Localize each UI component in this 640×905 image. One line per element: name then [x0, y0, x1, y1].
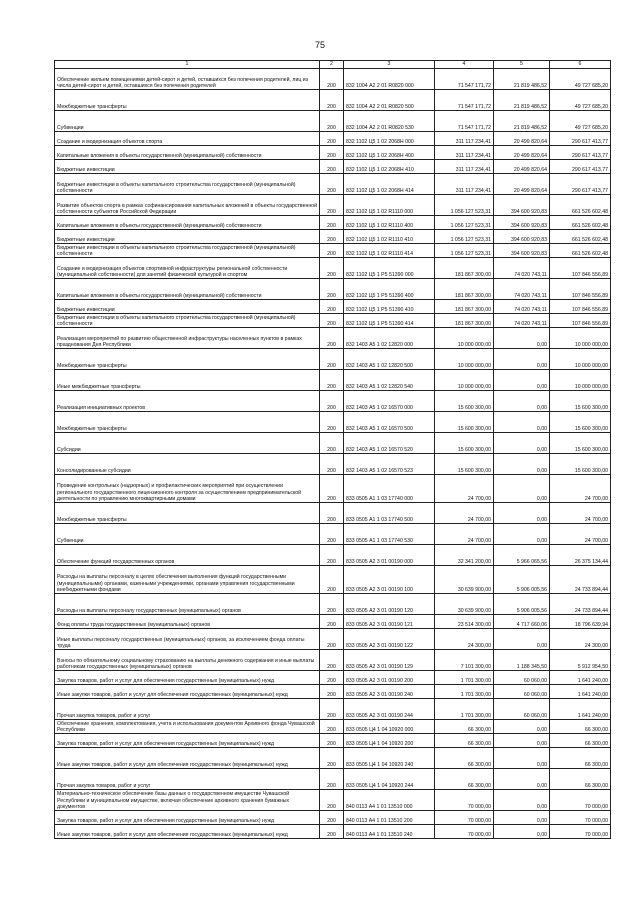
row-col4-cell: 7 101 300,00: [435, 650, 494, 671]
row-col5-cell: 0,00: [494, 328, 550, 349]
row-col5-cell: 0,00: [494, 349, 550, 370]
row-code-cell: 833 0505 А1 1 03 17740 500: [344, 503, 435, 524]
row-col4-cell: 24 700,00: [435, 524, 494, 545]
row-name-cell: Создание и модернизация объектов спорта: [55, 132, 320, 146]
row-col2-cell: 200: [320, 503, 344, 524]
row-col4-cell: 24 700,00: [435, 475, 494, 503]
row-col6-cell: 107 846 556,89: [550, 300, 611, 314]
row-col5-cell: 5 906 005,56: [494, 594, 550, 615]
row-name-cell: Проведение контрольных (надзорных) и профилактических мероприятий при осуществлении регионального государственного лицензионного контроля за осуществлением предпринимательской деятельности по управлению многоквартирными домами: [55, 475, 320, 503]
table-row: [55, 720, 611, 734]
row-col4-cell: 10 000 000,00: [435, 349, 494, 370]
row-name-cell: Обеспечение функций государственных органов: [55, 545, 320, 566]
table-row: [55, 790, 611, 811]
row-col2-cell: 200: [320, 790, 344, 811]
table-row: [55, 300, 611, 314]
row-name-cell: Обеспечение хранения, комплектования, учета и использования документов Архивного фонда Чувашской Республики: [55, 720, 320, 734]
table-row: [55, 90, 611, 111]
row-col5-cell: 20 499 820,64: [494, 174, 550, 195]
row-code-cell: 833 0505 А2 3 01 00190 000: [344, 545, 435, 566]
row-col6-cell: 661 526 602,48: [550, 216, 611, 230]
row-name-cell: Субвенции: [55, 111, 320, 132]
row-code-cell: 832 1403 А5 1 02 16570 520: [344, 433, 435, 454]
row-col5-cell: 74 020 743,11: [494, 314, 550, 328]
table-row: [55, 629, 611, 650]
column-header: 6: [550, 61, 611, 69]
row-col5-cell: 0,00: [494, 720, 550, 734]
row-col5-cell: 21 819 486,52: [494, 69, 550, 90]
row-col4-cell: 70 000,00: [435, 790, 494, 811]
row-col6-cell: 5 912 954,50: [550, 650, 611, 671]
row-col5-cell: 0,00: [494, 524, 550, 545]
row-name-cell: Межбюджетные трансферты: [55, 503, 320, 524]
row-col6-cell: 107 846 556,89: [550, 279, 611, 300]
row-col6-cell: 26 375 134,44: [550, 545, 611, 566]
row-code-cell: 833 0505 Ц4 1 04 10920 000: [344, 720, 435, 734]
row-col4-cell: 71 547 171,72: [435, 90, 494, 111]
table-row: [55, 244, 611, 258]
row-code-cell: 832 1102 Ц5 1 02 R1110 414: [344, 244, 435, 258]
row-code-cell: 833 0505 А2 3 01 00190 200: [344, 671, 435, 685]
row-col2-cell: 200: [320, 314, 344, 328]
table-row: [55, 391, 611, 412]
column-header: 5: [494, 61, 550, 69]
row-name-cell: Иные закупки товаров, работ и услуг для обеспечения государственных (муниципальных) нужд: [55, 748, 320, 769]
row-name-cell: Субвенции: [55, 524, 320, 545]
table-row: [55, 650, 611, 671]
row-col2-cell: 200: [320, 230, 344, 244]
column-header: 3: [344, 61, 435, 69]
row-col6-cell: 70 000,00: [550, 811, 611, 825]
table-header-row: [55, 61, 611, 69]
row-col6-cell: 107 846 556,89: [550, 314, 611, 328]
row-col4-cell: 1 701 300,00: [435, 685, 494, 699]
row-name-cell: Бюджетные инвестиции в объекты капитального строительства государственной (муниципальной) собственности: [55, 314, 320, 328]
table-row: [55, 748, 611, 769]
row-code-cell: 832 1403 А5 1 02 12820 500: [344, 349, 435, 370]
row-col5-cell: 21 819 486,52: [494, 90, 550, 111]
row-code-cell: 832 1004 А2 2 01 R0820 500: [344, 90, 435, 111]
row-col6-cell: 290 617 413,77: [550, 146, 611, 160]
row-col2-cell: 200: [320, 349, 344, 370]
row-col5-cell: 0,00: [494, 790, 550, 811]
row-code-cell: 832 1102 Ц5 1 Р5 51390 400: [344, 279, 435, 300]
row-name-cell: Прочая закупка товаров, работ и услуг: [55, 699, 320, 720]
row-code-cell: 832 1102 Ц5 1 Р5 51390 410: [344, 300, 435, 314]
row-code-cell: 833 0505 А2 3 01 00190 240: [344, 685, 435, 699]
table-row: [55, 132, 611, 146]
row-col4-cell: 30 639 900,00: [435, 594, 494, 615]
row-col4-cell: 1 056 127 523,31: [435, 216, 494, 230]
row-col6-cell: 15 600 300,00: [550, 391, 611, 412]
row-code-cell: 833 0505 А1 1 03 17740 000: [344, 475, 435, 503]
row-col4-cell: 181 867 300,00: [435, 300, 494, 314]
row-col6-cell: 15 600 300,00: [550, 412, 611, 433]
row-col2-cell: 200: [320, 685, 344, 699]
row-col2-cell: 200: [320, 811, 344, 825]
row-code-cell: 832 1403 А5 1 02 16570 523: [344, 454, 435, 475]
row-code-cell: 833 0505 А2 3 01 00190 100: [344, 566, 435, 594]
row-col2-cell: 200: [320, 244, 344, 258]
row-code-cell: 832 1102 Ц5 1 02 R1110 400: [344, 216, 435, 230]
table-row: [55, 503, 611, 524]
row-col4-cell: 30 639 900,00: [435, 566, 494, 594]
row-col2-cell: 200: [320, 412, 344, 433]
row-col6-cell: 1 641 240,00: [550, 699, 611, 720]
row-col4-cell: 1 701 300,00: [435, 671, 494, 685]
row-col6-cell: 70 000,00: [550, 790, 611, 811]
row-code-cell: 833 0505 Ц4 1 04 10920 244: [344, 769, 435, 790]
row-code-cell: 832 1102 Ц5 1 02 2068Н 400: [344, 146, 435, 160]
table-row: [55, 328, 611, 349]
row-col2-cell: 200: [320, 545, 344, 566]
row-col2-cell: 200: [320, 433, 344, 454]
table-row: [55, 174, 611, 195]
row-col6-cell: 1 641 240,00: [550, 671, 611, 685]
budget-table: [54, 60, 611, 839]
column-header: 4: [435, 61, 494, 69]
table-row: [55, 230, 611, 244]
page-number: 75: [314, 40, 325, 50]
row-col6-cell: 70 000,00: [550, 825, 611, 839]
row-code-cell: 833 0505 Ц4 1 04 10920 200: [344, 734, 435, 748]
row-code-cell: 840 0113 А4 1 01 13510 200: [344, 811, 435, 825]
row-col2-cell: 200: [320, 825, 344, 839]
row-col2-cell: 200: [320, 650, 344, 671]
row-col6-cell: 66 300,00: [550, 720, 611, 734]
row-col6-cell: 290 617 413,77: [550, 132, 611, 146]
row-col6-cell: 24 300,00: [550, 629, 611, 650]
table-row: [55, 524, 611, 545]
row-col4-cell: 1 701 300,00: [435, 699, 494, 720]
row-col5-cell: 0,00: [494, 475, 550, 503]
row-col4-cell: 15 600 300,00: [435, 454, 494, 475]
row-col4-cell: 15 600 300,00: [435, 412, 494, 433]
row-name-cell: Создание и модернизация объектов спортивной инфраструктуры региональной собственности (муниципальной собственности) для занятий физической культурой и спортом: [55, 258, 320, 279]
row-col6-cell: 18 796 639,94: [550, 615, 611, 629]
row-col5-cell: 5 906 005,56: [494, 566, 550, 594]
row-col2-cell: 200: [320, 174, 344, 195]
row-col2-cell: 200: [320, 160, 344, 174]
row-col2-cell: 200: [320, 258, 344, 279]
row-col2-cell: 200: [320, 594, 344, 615]
row-col4-cell: 71 547 171,72: [435, 69, 494, 90]
row-col6-cell: 661 526 602,48: [550, 230, 611, 244]
row-col6-cell: 66 300,00: [550, 748, 611, 769]
row-col2-cell: 200: [320, 748, 344, 769]
row-code-cell: 832 1102 Ц5 1 02 R1110 000: [344, 195, 435, 216]
row-name-cell: Капитальные вложения в объекты государственной (муниципальной) собственности: [55, 216, 320, 230]
row-col4-cell: 311 117 234,41: [435, 160, 494, 174]
row-code-cell: 840 0113 А4 1 01 13510 000: [344, 790, 435, 811]
row-col5-cell: 20 499 820,64: [494, 160, 550, 174]
row-col6-cell: 66 300,00: [550, 769, 611, 790]
row-name-cell: Бюджетные инвестиции в объекты капитального строительства государственной (муниципальной) собственности: [55, 174, 320, 195]
table-row: [55, 216, 611, 230]
table-row: [55, 160, 611, 174]
row-col4-cell: 1 056 127 523,31: [435, 230, 494, 244]
row-name-cell: Бюджетные инвестиции: [55, 160, 320, 174]
row-col2-cell: 200: [320, 90, 344, 111]
row-name-cell: Капитальные вложения в объекты государственной (муниципальной) собственности: [55, 279, 320, 300]
row-col6-cell: 290 617 413,77: [550, 174, 611, 195]
row-col4-cell: 181 867 300,00: [435, 279, 494, 300]
table-row: [55, 825, 611, 839]
row-col5-cell: 5 966 065,56: [494, 545, 550, 566]
table-row: [55, 566, 611, 594]
row-name-cell: Закупка товаров, работ и услуг для обеспечения государственных (муниципальных) нужд: [55, 671, 320, 685]
row-col6-cell: 107 846 556,89: [550, 258, 611, 279]
row-col4-cell: 70 000,00: [435, 811, 494, 825]
row-code-cell: 832 1102 Ц5 1 02 2068Н 000: [344, 132, 435, 146]
row-code-cell: 833 0505 А2 3 01 00190 122: [344, 629, 435, 650]
row-code-cell: 840 0113 А4 1 01 13510 240: [344, 825, 435, 839]
row-col2-cell: 200: [320, 671, 344, 685]
row-col6-cell: 66 300,00: [550, 734, 611, 748]
row-col6-cell: 49 727 685,20: [550, 111, 611, 132]
row-col4-cell: 311 117 234,41: [435, 146, 494, 160]
table-row: [55, 545, 611, 566]
row-col6-cell: 49 727 685,20: [550, 90, 611, 111]
row-col4-cell: 24 300,00: [435, 629, 494, 650]
row-col6-cell: 10 000 000,00: [550, 349, 611, 370]
row-name-cell: Иные выплаты персоналу государственных (муниципальных) органов, за исключением фонда оплаты труда: [55, 629, 320, 650]
row-col4-cell: 24 700,00: [435, 503, 494, 524]
table-row: [55, 349, 611, 370]
row-name-cell: Капитальные вложения в объекты государственной (муниципальной) собственности: [55, 146, 320, 160]
table-row: [55, 433, 611, 454]
row-code-cell: 832 1403 А5 1 02 16570 000: [344, 391, 435, 412]
row-col6-cell: 24 700,00: [550, 524, 611, 545]
row-col4-cell: 1 056 127 523,31: [435, 195, 494, 216]
table-row: [55, 412, 611, 433]
table-row: [55, 811, 611, 825]
row-code-cell: 832 1102 Ц5 1 Р5 51390 000: [344, 258, 435, 279]
row-col2-cell: 200: [320, 769, 344, 790]
row-col5-cell: 394 600 920,83: [494, 230, 550, 244]
row-col5-cell: 4 717 660,06: [494, 615, 550, 629]
row-name-cell: Межбюджетные трансферты: [55, 349, 320, 370]
table-row: [55, 769, 611, 790]
row-name-cell: Материально-техническое обеспечение базы данных о государственном имуществе Чувашской Республики и муниципальном имуществе, включая обеспечение архивного хранения бумажных документов: [55, 790, 320, 811]
table-row: [55, 594, 611, 615]
row-code-cell: 833 0505 А2 3 01 00190 244: [344, 699, 435, 720]
row-col6-cell: 15 600 300,00: [550, 454, 611, 475]
row-name-cell: Реализация мероприятий по развитию общественной инфраструктуры населенных пунктов в рамках празднования Дня Республики: [55, 328, 320, 349]
row-col5-cell: 21 819 486,52: [494, 111, 550, 132]
row-col4-cell: 15 600 300,00: [435, 391, 494, 412]
row-col6-cell: 10 000 000,00: [550, 328, 611, 349]
row-col4-cell: 181 867 300,00: [435, 258, 494, 279]
row-col4-cell: 66 300,00: [435, 734, 494, 748]
row-col2-cell: 200: [320, 328, 344, 349]
row-name-cell: Бюджетные инвестиции в объекты капитального строительства государственной (муниципальной) собственности: [55, 244, 320, 258]
table-row: [55, 475, 611, 503]
row-code-cell: 832 1004 А2 2 01 R0820 000: [344, 69, 435, 90]
row-name-cell: Межбюджетные трансферты: [55, 90, 320, 111]
row-name-cell: Прочая закупка товаров, работ и услуг: [55, 769, 320, 790]
row-code-cell: 832 1403 А5 1 02 16570 500: [344, 412, 435, 433]
row-code-cell: 833 0505 А2 3 01 00190 129: [344, 650, 435, 671]
row-code-cell: 832 1102 Ц5 1 02 2068Н 410: [344, 160, 435, 174]
row-name-cell: Межбюджетные трансферты: [55, 412, 320, 433]
row-name-cell: Взносы по обязательному социальному страхованию на выплаты денежного содержания и иные выплаты работникам государственных (муниципальных) органов: [55, 650, 320, 671]
row-col6-cell: 24 733 894,44: [550, 594, 611, 615]
row-code-cell: 832 1004 А2 2 01 R0820 530: [344, 111, 435, 132]
row-col6-cell: 661 526 602,48: [550, 244, 611, 258]
row-name-cell: Расходы на выплаты персоналу в целях обеспечения выполнения функций государственными (муниципальными) органами, казенными учреждениями, органами управления государственными внебюджетными фондами: [55, 566, 320, 594]
row-col4-cell: 66 300,00: [435, 748, 494, 769]
row-code-cell: 832 1403 А5 1 02 12820 540: [344, 370, 435, 391]
row-col4-cell: 66 300,00: [435, 720, 494, 734]
row-col5-cell: 0,00: [494, 391, 550, 412]
row-col4-cell: 23 514 300,00: [435, 615, 494, 629]
row-col2-cell: 200: [320, 615, 344, 629]
row-name-cell: Реализация инициативных проектов: [55, 391, 320, 412]
row-col2-cell: 200: [320, 720, 344, 734]
row-col5-cell: 74 020 743,11: [494, 279, 550, 300]
row-code-cell: 832 1102 Ц5 1 Р5 51390 414: [344, 314, 435, 328]
table-row: [55, 69, 611, 90]
row-name-cell: Бюджетные инвестиции: [55, 230, 320, 244]
row-col6-cell: 24 700,00: [550, 475, 611, 503]
table-row: [55, 370, 611, 391]
row-col5-cell: 60 060,00: [494, 685, 550, 699]
row-name-cell: Консолидированные субсидии: [55, 454, 320, 475]
row-col5-cell: 20 499 820,64: [494, 146, 550, 160]
row-col2-cell: 200: [320, 300, 344, 314]
table-row: [55, 454, 611, 475]
row-col2-cell: 200: [320, 111, 344, 132]
row-col2-cell: 200: [320, 699, 344, 720]
row-col5-cell: 0,00: [494, 412, 550, 433]
row-col2-cell: 200: [320, 734, 344, 748]
row-code-cell: 833 0505 Ц4 1 04 10920 240: [344, 748, 435, 769]
table-row: [55, 258, 611, 279]
row-col2-cell: 200: [320, 195, 344, 216]
row-name-cell: Иные закупки товаров, работ и услуг для обеспечения государственных (муниципальных) нужд: [55, 825, 320, 839]
row-col2-cell: 200: [320, 132, 344, 146]
row-name-cell: Расходы на выплаты персоналу государственных (муниципальных) органов: [55, 594, 320, 615]
row-name-cell: Субсидии: [55, 433, 320, 454]
row-col2-cell: 200: [320, 391, 344, 412]
row-col5-cell: 20 499 820,64: [494, 132, 550, 146]
row-col5-cell: 0,00: [494, 748, 550, 769]
row-col5-cell: 0,00: [494, 811, 550, 825]
row-col6-cell: 24 700,00: [550, 503, 611, 524]
table-row: [55, 195, 611, 216]
row-col5-cell: 0,00: [494, 433, 550, 454]
row-col2-cell: 200: [320, 524, 344, 545]
row-code-cell: 832 1102 Ц5 1 02 2068Н 414: [344, 174, 435, 195]
row-col6-cell: 1 641 240,00: [550, 685, 611, 699]
row-col6-cell: 661 526 602,48: [550, 195, 611, 216]
row-name-cell: Бюджетные инвестиции: [55, 300, 320, 314]
table-row: [55, 146, 611, 160]
row-col5-cell: 394 600 920,83: [494, 195, 550, 216]
table-row: [55, 314, 611, 328]
row-col5-cell: 0,00: [494, 769, 550, 790]
row-col5-cell: 60 060,00: [494, 671, 550, 685]
row-col4-cell: 1 056 127 523,31: [435, 244, 494, 258]
row-col4-cell: 311 117 234,41: [435, 132, 494, 146]
row-col2-cell: 200: [320, 629, 344, 650]
table-row: [55, 671, 611, 685]
row-col2-cell: 200: [320, 69, 344, 90]
row-code-cell: 833 0505 А2 3 01 00190 120: [344, 594, 435, 615]
row-code-cell: 832 1102 Ц5 1 02 R1110 410: [344, 230, 435, 244]
row-col5-cell: 0,00: [494, 370, 550, 391]
row-col5-cell: 0,00: [494, 825, 550, 839]
row-col6-cell: 290 617 413,77: [550, 160, 611, 174]
row-col5-cell: 0,00: [494, 629, 550, 650]
row-col4-cell: 70 000,00: [435, 825, 494, 839]
row-col2-cell: 200: [320, 370, 344, 391]
row-col2-cell: 200: [320, 566, 344, 594]
row-code-cell: 832 1403 А5 1 02 12820 000: [344, 328, 435, 349]
row-col4-cell: 15 600 300,00: [435, 433, 494, 454]
row-col4-cell: 311 117 234,41: [435, 174, 494, 195]
row-col4-cell: 71 547 171,72: [435, 111, 494, 132]
row-name-cell: Иные межбюджетные трансферты: [55, 370, 320, 391]
column-header: 2: [320, 61, 344, 69]
row-col4-cell: 181 867 300,00: [435, 314, 494, 328]
row-name-cell: Обеспечение жильем помещениями детей-сирот и детей, оставшихся без попечения родителей, лиц из числа детей-сирот и детей, оставшихся без попечения родителей: [55, 69, 320, 90]
row-col6-cell: 10 000 000,00: [550, 370, 611, 391]
row-col2-cell: 200: [320, 216, 344, 230]
row-name-cell: Фонд оплаты труда государственных (муниципальных) органов: [55, 615, 320, 629]
row-col5-cell: 394 600 920,83: [494, 216, 550, 230]
table-row: [55, 615, 611, 629]
row-col5-cell: 1 188 345,50: [494, 650, 550, 671]
row-col4-cell: 10 000 000,00: [435, 370, 494, 391]
row-col6-cell: 15 600 300,00: [550, 433, 611, 454]
row-col5-cell: 0,00: [494, 734, 550, 748]
table-row: [55, 699, 611, 720]
row-code-cell: 833 0505 А1 1 03 17740 530: [344, 524, 435, 545]
row-col5-cell: 0,00: [494, 454, 550, 475]
row-col5-cell: 394 600 920,83: [494, 244, 550, 258]
row-col2-cell: 200: [320, 279, 344, 300]
table-row: [55, 111, 611, 132]
row-col5-cell: 0,00: [494, 503, 550, 524]
row-name-cell: Закупка товаров, работ и услуг для обеспечения государственных (муниципальных) нужд: [55, 734, 320, 748]
row-col2-cell: 200: [320, 146, 344, 160]
row-col4-cell: 10 000 000,00: [435, 328, 494, 349]
row-name-cell: Развитие объектов спорта в рамках софинансирования капитальных вложений в объекты государственной собственности субъектов Российской Федерации: [55, 195, 320, 216]
row-col2-cell: 200: [320, 475, 344, 503]
column-header: 1: [55, 61, 320, 69]
row-col5-cell: 74 020 743,11: [494, 300, 550, 314]
table-row: [55, 279, 611, 300]
row-col4-cell: 32 341 200,00: [435, 545, 494, 566]
row-col6-cell: 49 727 685,20: [550, 69, 611, 90]
table-row: [55, 685, 611, 699]
row-col5-cell: 74 020 743,11: [494, 258, 550, 279]
row-col4-cell: 66 300,00: [435, 769, 494, 790]
row-col5-cell: 60 060,00: [494, 699, 550, 720]
row-name-cell: Закупка товаров, работ и услуг для обеспечения государственных (муниципальных) нужд: [55, 811, 320, 825]
row-code-cell: 833 0505 А2 3 01 00190 121: [344, 615, 435, 629]
table-row: [55, 734, 611, 748]
row-name-cell: Иные закупки товаров, работ и услуг для обеспечения государственных (муниципальных) нужд: [55, 685, 320, 699]
row-col6-cell: 24 733 894,44: [550, 566, 611, 594]
row-col2-cell: 200: [320, 454, 344, 475]
